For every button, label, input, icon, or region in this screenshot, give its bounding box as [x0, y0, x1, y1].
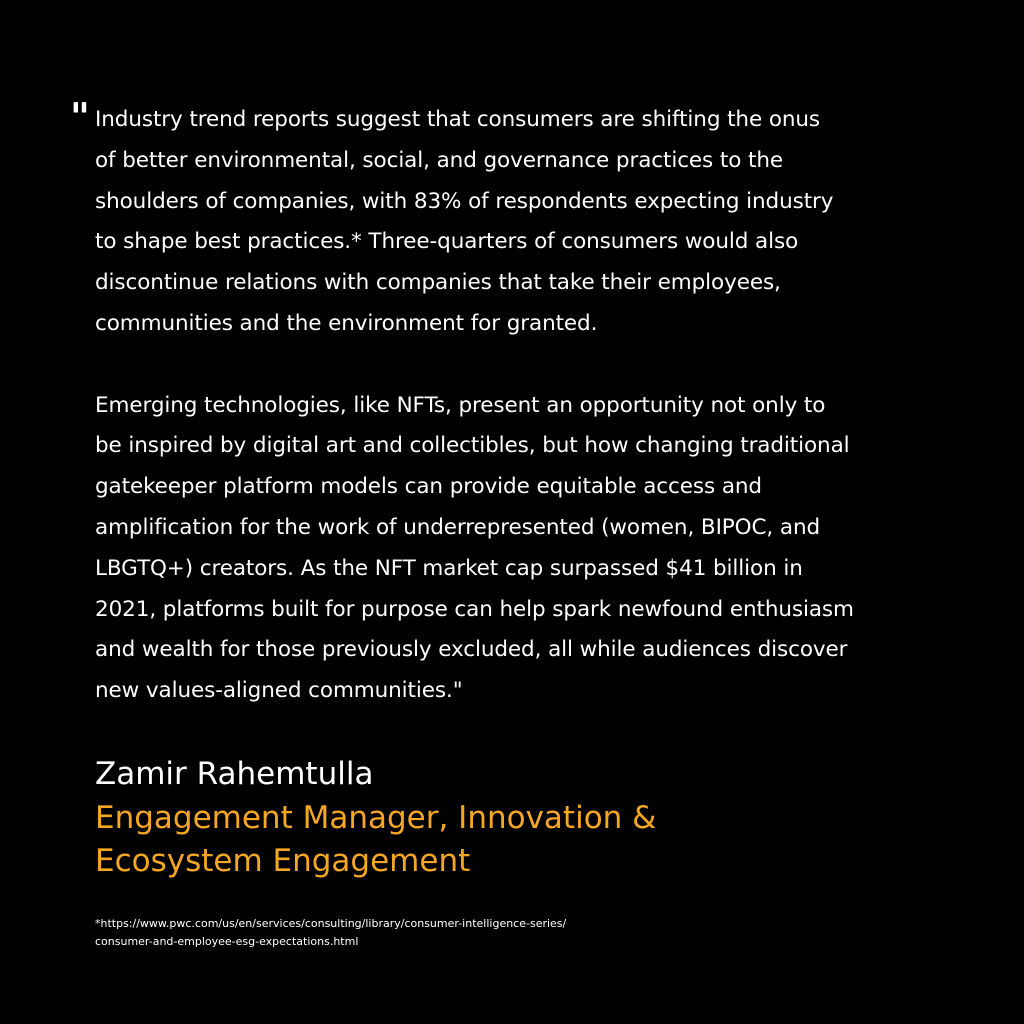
author-role-line: Engagement Manager, Innovation &	[95, 800, 657, 836]
quote-line: be inspired by digital art and collectibles, but how changing traditional	[95, 433, 850, 459]
quote-paragraph-2	[95, 386, 975, 712]
quote-line: shoulders of companies, with 83% of respondents expecting industry	[95, 188, 834, 214]
footnote-line: consumer-and-employee-esg-expectations.html	[95, 935, 359, 948]
quote-line: communities and the environment for granted.	[95, 310, 598, 336]
quote-line: to shape best practices.* Three-quarters of consumers would also	[95, 229, 799, 255]
quote-body	[95, 100, 975, 712]
footnote-line: *https://www.pwc.com/us/en/services/consulting/library/consumer-intelligence-series/	[95, 917, 567, 930]
quote-line: LBGTQ+) creators. As the NFT market cap surpassed $41 billion in	[95, 555, 803, 581]
author-role	[95, 797, 656, 883]
quote-line: and wealth for those previously excluded, all while audiences discover	[95, 637, 848, 663]
quote-line: Emerging technologies, like NFTs, present an opportunity not only to	[95, 392, 826, 418]
quote-line: amplification for the work of underrepresented (women, BIPOC, and	[95, 514, 821, 540]
opening-quote-mark: "	[70, 95, 90, 139]
author-name: Zamir Rahemtulla	[95, 756, 374, 792]
footnote-source	[95, 915, 566, 951]
quote-line: 2021, platforms built for purpose can help spark newfound enthusiasm	[95, 596, 854, 622]
quote-line: Industry trend reports suggest that consumers are shifting the onus	[95, 107, 821, 132]
paragraph-spacer	[95, 345, 975, 386]
author-role-line: Ecosystem Engagement	[95, 843, 471, 879]
quote-line: of better environmental, social, and governance practices to the	[95, 147, 783, 173]
quote-line: discontinue relations with companies that take their employees,	[95, 270, 781, 296]
quote-paragraph-1	[95, 100, 975, 345]
quote-line: gatekeeper platform models can provide equitable access and	[95, 474, 762, 500]
quote-line: new values-aligned communities."	[95, 678, 463, 704]
